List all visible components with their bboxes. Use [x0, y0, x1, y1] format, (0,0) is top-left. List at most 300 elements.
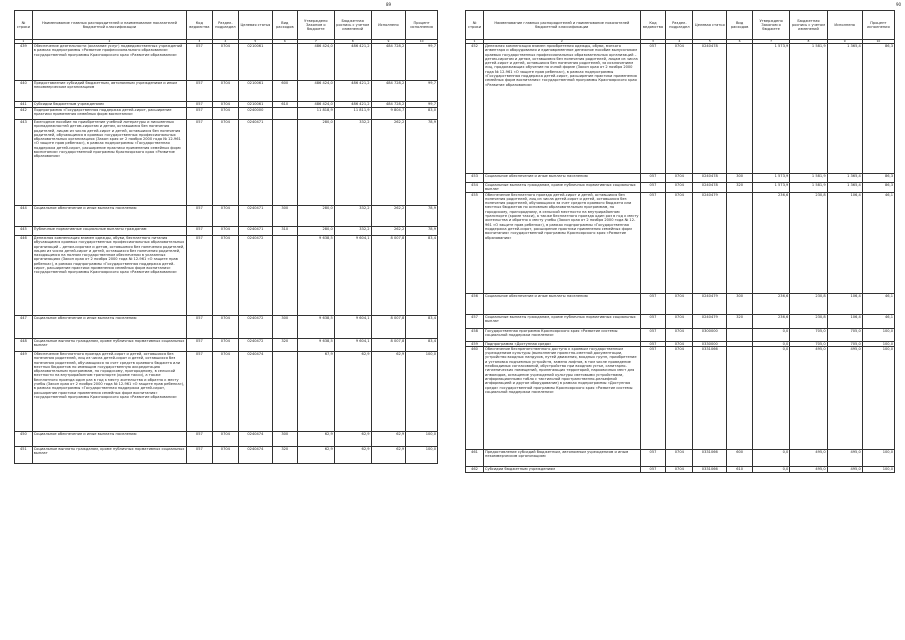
- expense-type-cell: 320: [272, 447, 297, 464]
- razdel-cell: 0704: [212, 102, 239, 108]
- budget-list-cell: 62,9: [334, 352, 371, 432]
- expense-type-cell: 300: [727, 174, 753, 183]
- razdel-cell: 0704: [666, 466, 693, 472]
- column-number: 4: [666, 40, 693, 44]
- budget-list-cell: 332,2: [334, 120, 371, 206]
- approved-amount-cell: 0,0: [752, 346, 789, 449]
- table-row: [466, 174, 895, 183]
- column-header: Целевая статья: [239, 11, 272, 40]
- expense-type-cell: [272, 236, 297, 316]
- razdel-cell: 0704: [212, 206, 239, 227]
- column-number: 8: [790, 40, 827, 44]
- razdel-cell: 0704: [666, 192, 693, 293]
- percent-cell: 83,4: [406, 236, 438, 316]
- row-number-cell: 444: [15, 206, 33, 227]
- target-article-cell: 0240479: [693, 293, 727, 314]
- approved-amount-cell: 62,9: [297, 447, 334, 464]
- page-number: 90: [896, 2, 902, 7]
- approved-amount-cell: 280,0: [297, 227, 334, 236]
- row-number-cell: 461: [466, 449, 484, 466]
- column-number: 2: [32, 40, 186, 44]
- razdel-cell: 0704: [212, 227, 239, 236]
- razdel-cell: 0704: [212, 447, 239, 464]
- executed-cell: 62,9: [371, 352, 406, 432]
- ved-code-cell: 057: [187, 102, 212, 108]
- razdel-cell: 0704: [212, 236, 239, 316]
- expense-type-cell: 610: [272, 102, 297, 108]
- expense-type-cell: 320: [272, 339, 297, 352]
- approved-amount-cell: 0,0: [752, 449, 789, 466]
- razdel-cell: 0704: [212, 81, 239, 102]
- budget-table: [465, 10, 895, 473]
- budget-list-cell: 486 421,2: [334, 81, 371, 102]
- budget-list-cell: 495,0: [790, 449, 827, 466]
- name-cell: Обеспечение бесплатного проезда детей-сирот и детей, оставшихся без попечения родителей, лиц из числа детей-сирот и детей, оставшихся без попечения родителей, обучающихся за счет средств краевого бюджета или местных бюджетов по основным образовательным программам, по городскому, пригородному, в сельской местности на внутрирайонном транспорте (кроме такси), а также бесплатного проезда один раз в год к месту жительства и обратно к месту учебы (Закон края от 2 ноября 2000 года № 12-961 «О защите прав ребенка»), в рамках подпрограммы «Государственная поддержка детей-сирот, расширение практики применения семейных форм воспитания» государственной программы Красноярского края «Развитие образования»: [484, 192, 641, 293]
- name-cell: Социальные выплаты гражданам, кроме публичных нормативных социальных выплат: [32, 447, 186, 464]
- table-row: [15, 236, 438, 316]
- executed-cell: 62,9: [371, 432, 406, 447]
- column-number: 7: [297, 40, 334, 44]
- ved-code-cell: 057: [640, 328, 666, 341]
- expense-type-cell: [727, 346, 753, 449]
- approved-amount-cell: 0,0: [752, 341, 789, 346]
- ved-code-cell: 057: [640, 449, 666, 466]
- budget-list-cell: 495,0: [790, 466, 827, 472]
- ved-code-cell: 057: [187, 206, 212, 227]
- executed-cell: 484 728,2: [371, 81, 406, 102]
- razdel-cell: 0704: [212, 316, 239, 339]
- expense-type-cell: [272, 120, 297, 206]
- ved-code-cell: 057: [187, 447, 212, 464]
- executed-cell: 1 365,4: [827, 183, 862, 193]
- approved-amount-cell: 9 638,5: [297, 316, 334, 339]
- approved-amount-cell: 280,0: [297, 120, 334, 206]
- table-row: [15, 120, 438, 206]
- executed-cell: 484 728,2: [371, 44, 406, 81]
- row-number-cell: 459: [466, 341, 484, 346]
- right-document-page: [462, 0, 905, 640]
- name-cell: Ежегодное пособие на приобретение учебной литературы и письменных принадлежностей детям-сиротам и детям, оставшимся без попечения родителей, лицам из числа детей-сирот и детей, оставшихся без попечения родителей, обучающимся в краевых государственных профессиональных образовательных организациях (Закон края от 2 ноября 2000 года № 12-961 «О защите прав ребенка»), в рамках подпрограммы «Государственная поддержка детей-сирот, расширение практики применения семейных форм воспитания» государственной программы Красноярского края «Развитие образования»: [32, 120, 186, 206]
- row-number-cell: 441: [15, 102, 33, 108]
- ved-code-cell: 057: [187, 432, 212, 447]
- name-cell: Социальное обеспечение и иные выплаты населению: [32, 432, 186, 447]
- budget-list-cell: 230,8: [790, 314, 827, 328]
- target-article-cell: 0330000: [693, 341, 727, 346]
- budget-list-cell: 9 604,1: [334, 316, 371, 339]
- name-cell: Обеспечение бесплатного проезда детей-сирот и детей, оставшихся без попечения родителей, лиц из числа детей-сирот и детей, оставшихся без попечения родителей, обучающихся за счет средств краевого бюджета или местных бюджетов по имеющим государственную аккредитацию образовательным программам, по городскому, пригородному, в сельской местности на внутрирайонном транспорте (кроме такси), а также бесплатного проезда один раз в год к месту жительства и обратно к месту учебы (Закон края от 2 ноября 2000 года № 12-961 «О защите прав ребенка»), в рамках подпрограммы «Государственная поддержка детей-сирот, расширение практики применения семейных форм воспитания» государственной программы Красноярского края «Развитие образования»: [32, 352, 186, 432]
- column-number: 1: [15, 40, 33, 44]
- ved-code-cell: 057: [640, 341, 666, 346]
- name-cell: Денежная компенсация взамен приобретения одежды, обуви, мягкого инвентаря и оборудования и единовременное денежное пособие выпускникам краевых государственных профессиональных образовательных организаций – детям-сиротам и детям, оставшимся без попечения родителей, лицам из числа детей-сирот и детей, оставшихся без попечения родителей, за исключением лиц, продолжающих обучение по очной форме (Закон края от 2 ноября 2000 года № 12-961 «О защите прав ребенка»), в рамках подпрограммы «Государственная поддержка детей-сирот, расширение практики применения семейных форм воспитания» государственной программы Красноярского края «Развитие образования»: [484, 44, 641, 174]
- percent-cell: 78,9: [406, 227, 438, 236]
- name-cell: Предоставление субсидий бюджетным, автономным учреждениям и иным некоммерческим организациям: [484, 449, 641, 466]
- name-cell: Обеспечение деятельности (оказание услуг) подведомственных учреждений в рамках подпрограммы «Развитие профессионального образования» государственной программы Красноярского края «Развитие образования»: [32, 44, 186, 81]
- executed-cell: 106,4: [827, 293, 862, 314]
- percent-cell: 100,0: [862, 449, 894, 466]
- row-number-cell: 452: [466, 44, 484, 174]
- executed-cell: 262,2: [371, 206, 406, 227]
- column-header: Целевая статья: [693, 11, 727, 40]
- name-cell: Социальное обеспечение и иные выплаты населению: [32, 316, 186, 339]
- column-header: Вид расходов: [272, 11, 297, 40]
- name-cell: Социальное обеспечение и иные выплаты населению: [484, 293, 641, 314]
- razdel-cell: 0704: [666, 341, 693, 346]
- expense-type-cell: [272, 44, 297, 81]
- ved-code-cell: 057: [640, 293, 666, 314]
- executed-cell: 1 365,4: [827, 174, 862, 183]
- percent-cell: 86,3: [862, 174, 894, 183]
- column-number: 2: [484, 40, 641, 44]
- row-number-cell: 447: [15, 316, 33, 339]
- row-number-cell: 440: [15, 81, 33, 102]
- executed-cell: 8 007,8: [371, 316, 406, 339]
- expense-type-cell: 300: [272, 316, 297, 339]
- target-article-cell: 0240471: [239, 227, 272, 236]
- budget-list-cell: 486 421,2: [334, 44, 371, 81]
- razdel-cell: 0704: [666, 346, 693, 449]
- razdel-cell: 0704: [666, 449, 693, 466]
- row-number-cell: 451: [15, 447, 33, 464]
- executed-cell: 262,2: [371, 227, 406, 236]
- target-article-cell: 0240478: [693, 183, 727, 193]
- name-cell: Обеспечение беспрепятственного доступа к краевым государственным учреждениям культуры (выполнение проектно-сметной документации, устройство входных пандусов, путей движения, входных групп, приобретение и установка подъемных устройств, замена лифтов, в том числе проведение необходимых согласований, обустройство при входном устье, санитарно-гигиенических помещений, прилегающих территорий, парковочных мест для инвалидов, оснащение учреждений культуры световыми устройствами, информационными табло с тактильной пространственно-рельефной информацией и другое оборудование) в рамках подпрограммы «Доступная среда» государственной программы Красноярского края «Развитие системы социальной поддержки населения»: [484, 346, 641, 449]
- table-row: [15, 44, 438, 81]
- budget-list-cell: 332,2: [334, 227, 371, 236]
- column-header: Раздел-подраздел: [666, 11, 693, 40]
- expense-type-cell: [727, 44, 753, 174]
- razdel-cell: 0704: [212, 339, 239, 352]
- table-row: [15, 352, 438, 432]
- expense-type-cell: 610: [727, 466, 753, 472]
- target-article-cell: 0240472: [239, 339, 272, 352]
- approved-amount-cell: 62,9: [297, 432, 334, 447]
- ved-code-cell: 057: [640, 466, 666, 472]
- table-body: [466, 44, 895, 473]
- expense-type-cell: 320: [727, 183, 753, 193]
- name-cell: Денежная компенсация взамен одежды, обуви, бесплатного питания обучающимся краевых государственных профессиональных образовательных организаций – детям-сиротам и детям, оставшимся без попечения родителей, лицам из числа детей-сирот и детей, оставшихся без попечения родителей, находящимся на полном государственном обеспечении в указанных организациях (Закон края от 2 ноября 2000 года № 12-961 «О защите прав ребенка»), в рамках подпрограммы «Государственная поддержка детей-сирот, расширение практики применения семейных форм воспитания» государственной программы Красноярского края «Развитие образования»: [32, 236, 186, 316]
- budget-list-cell: 230,8: [790, 192, 827, 293]
- expense-type-cell: 600: [727, 449, 753, 466]
- column-number: 9: [371, 40, 406, 44]
- ved-code-cell: 057: [187, 108, 212, 120]
- percent-cell: 100,0: [406, 432, 438, 447]
- column-number: 6: [272, 40, 297, 44]
- name-cell: Субсидии бюджетным учреждениям: [32, 102, 186, 108]
- approved-amount-cell: 280,0: [297, 206, 334, 227]
- table-row: [15, 227, 438, 236]
- table-row: [466, 293, 895, 314]
- razdel-cell: 0704: [666, 328, 693, 341]
- ved-code-cell: 057: [640, 192, 666, 293]
- ved-code-cell: 057: [187, 352, 212, 432]
- row-number-cell: 454: [466, 183, 484, 193]
- table-row: [15, 81, 438, 102]
- table-header-row: [15, 11, 438, 40]
- target-article-cell: 0331066: [693, 449, 727, 466]
- razdel-cell: 0704: [212, 120, 239, 206]
- budget-list-cell: 9 604,1: [334, 236, 371, 316]
- percent-cell: 99,7: [406, 102, 438, 108]
- percent-cell: 46,1: [862, 293, 894, 314]
- target-article-cell: 0210061: [239, 102, 272, 108]
- table-row: [15, 447, 438, 464]
- executed-cell: 495,0: [827, 466, 862, 472]
- target-article-cell: 0240478: [693, 44, 727, 174]
- column-header: Исполнено: [827, 11, 862, 40]
- row-number-cell: 439: [15, 44, 33, 81]
- expense-type-cell: 300: [727, 293, 753, 314]
- name-cell: Социальное обеспечение и иные выплаты населению: [32, 206, 186, 227]
- percent-cell: 100,0: [862, 466, 894, 472]
- percent-cell: 86,3: [862, 183, 894, 193]
- executed-cell: 8 007,8: [371, 339, 406, 352]
- table-row: [466, 44, 895, 174]
- expense-type-cell: 600: [272, 81, 297, 102]
- column-header: № строки: [466, 11, 484, 40]
- ved-code-cell: 057: [187, 236, 212, 316]
- table-row: [15, 316, 438, 339]
- ved-code-cell: 057: [187, 120, 212, 206]
- column-number: 5: [239, 40, 272, 44]
- executed-cell: 262,2: [371, 120, 406, 206]
- column-header: Утверждено Законом о бюджете: [752, 11, 789, 40]
- name-cell: Социальные выплаты гражданам, кроме публичных нормативных социальных выплат: [484, 314, 641, 328]
- approved-amount-cell: 486 424,0: [297, 81, 334, 102]
- table-row: [15, 206, 438, 227]
- percent-cell: 46,1: [862, 192, 894, 293]
- budget-table: [14, 10, 438, 464]
- table-row: [466, 449, 895, 466]
- column-number: 6: [727, 40, 753, 44]
- row-number-cell: 445: [15, 227, 33, 236]
- percent-cell: 100,0: [406, 352, 438, 432]
- name-cell: Государственная программа Красноярского края «Развитие системы социальной поддержки населения»: [484, 328, 641, 341]
- executed-cell: 495,0: [827, 346, 862, 449]
- target-article-cell: 0240479: [693, 314, 727, 328]
- razdel-cell: 0704: [666, 174, 693, 183]
- percent-cell: 99,7: [406, 44, 438, 81]
- expense-type-cell: [727, 192, 753, 293]
- page-number: 89: [386, 2, 392, 7]
- approved-amount-cell: 236,6: [752, 192, 789, 293]
- target-article-cell: 0331066: [693, 346, 727, 449]
- column-number: 10: [406, 40, 438, 44]
- table-row: [466, 192, 895, 293]
- column-header: № строки: [15, 11, 33, 40]
- ved-code-cell: 057: [640, 314, 666, 328]
- percent-cell: 78,9: [406, 206, 438, 227]
- approved-amount-cell: 1 573,9: [752, 183, 789, 193]
- name-cell: Подпрограмма «Доступная среда»: [484, 341, 641, 346]
- column-number: 4: [212, 40, 239, 44]
- budget-list-cell: 486 421,2: [334, 102, 371, 108]
- approved-amount-cell: 486 424,0: [297, 44, 334, 81]
- executed-cell: 62,9: [371, 447, 406, 464]
- target-article-cell: 0240471: [239, 120, 272, 206]
- executed-cell: 495,0: [827, 449, 862, 466]
- name-cell: Предоставление субсидий бюджетным, автономным учреждениям и иным некоммерческим организациям: [32, 81, 186, 102]
- row-number-cell: 448: [15, 339, 33, 352]
- percent-cell: 46,1: [862, 314, 894, 328]
- column-number: 7: [752, 40, 789, 44]
- column-number: 3: [640, 40, 666, 44]
- ved-code-cell: 057: [187, 227, 212, 236]
- table-row: [466, 314, 895, 328]
- ved-code-cell: 057: [187, 316, 212, 339]
- row-number-cell: 446: [15, 236, 33, 316]
- approved-amount-cell: 11 818,9: [297, 108, 334, 120]
- table-row: [466, 328, 895, 341]
- expense-type-cell: [727, 328, 753, 341]
- ved-code-cell: 057: [187, 81, 212, 102]
- row-number-cell: 449: [15, 352, 33, 432]
- executed-cell: 106,4: [827, 192, 862, 293]
- budget-list-cell: 705,0: [790, 328, 827, 341]
- razdel-cell: 0704: [212, 44, 239, 81]
- approved-amount-cell: 486 424,0: [297, 102, 334, 108]
- ved-code-cell: 057: [640, 174, 666, 183]
- column-header: Наименование главных распорядителей и наименование показателей бюджетной классификации: [484, 11, 641, 40]
- left-document-page: [0, 0, 452, 640]
- table-row: [466, 466, 895, 472]
- executed-cell: 484 728,2: [371, 102, 406, 108]
- table-row: [15, 339, 438, 352]
- expense-type-cell: [272, 108, 297, 120]
- target-article-cell: 0240474: [239, 352, 272, 432]
- column-header: Раздел-подраздел: [212, 11, 239, 40]
- column-number: 10: [862, 40, 894, 44]
- column-number: 5: [693, 40, 727, 44]
- budget-list-cell: 1 581,9: [790, 183, 827, 193]
- name-cell: Публичные нормативные социальные выплаты гражданам: [32, 227, 186, 236]
- target-article-cell: 0210061: [239, 44, 272, 81]
- column-header: Код ведомства: [187, 11, 212, 40]
- approved-amount-cell: 9 638,5: [297, 339, 334, 352]
- expense-type-cell: 320: [727, 314, 753, 328]
- expense-type-cell: 300: [272, 432, 297, 447]
- name-cell: Социальные выплаты гражданам, кроме публичных нормативных социальных выплат: [484, 183, 641, 193]
- ved-code-cell: 057: [640, 346, 666, 449]
- budget-list-cell: 1 581,9: [790, 174, 827, 183]
- percent-cell: 78,9: [406, 120, 438, 206]
- table-row: [466, 183, 895, 193]
- razdel-cell: 0704: [212, 108, 239, 120]
- approved-amount-cell: 0,0: [752, 328, 789, 341]
- row-number-cell: 450: [15, 432, 33, 447]
- percent-cell: 99,7: [406, 81, 438, 102]
- table-row: [15, 108, 438, 120]
- executed-cell: 705,0: [827, 341, 862, 346]
- ved-code-cell: 057: [187, 339, 212, 352]
- name-cell: Социальные выплаты гражданам, кроме публичных нормативных социальных выплат: [32, 339, 186, 352]
- razdel-cell: 0704: [666, 293, 693, 314]
- name-cell: Субсидии бюджетным учреждениям: [484, 466, 641, 472]
- column-number: 9: [827, 40, 862, 44]
- ved-code-cell: 057: [640, 183, 666, 193]
- percent-cell: 100,0: [862, 346, 894, 449]
- column-header: Код ведомства: [640, 11, 666, 40]
- target-article-cell: 0240472: [239, 316, 272, 339]
- razdel-cell: 0704: [666, 314, 693, 328]
- column-header: Утверждено Законом о бюджете: [297, 11, 334, 40]
- row-number-cell: 460: [466, 346, 484, 449]
- percent-cell: 100,0: [862, 328, 894, 341]
- row-number-cell: 455: [466, 192, 484, 293]
- approved-amount-cell: 1 573,9: [752, 44, 789, 174]
- percent-cell: 83,0: [406, 108, 438, 120]
- percent-cell: 86,3: [862, 44, 894, 174]
- row-number-cell: 458: [466, 328, 484, 341]
- column-number: 1: [466, 40, 484, 44]
- column-header: Процент исполнения: [862, 11, 894, 40]
- row-number-cell: 442: [15, 108, 33, 120]
- target-article-cell: 0210061: [239, 81, 272, 102]
- column-header: Бюджетная роспись с учетом изменений: [790, 11, 827, 40]
- target-article-cell: 0331066: [693, 466, 727, 472]
- column-number: 3: [187, 40, 212, 44]
- row-number-cell: 453: [466, 174, 484, 183]
- name-cell: Социальное обеспечение и иные выплаты населению: [484, 174, 641, 183]
- target-article-cell: 0240479: [693, 192, 727, 293]
- row-number-cell: 457: [466, 314, 484, 328]
- target-article-cell: 0300000: [693, 328, 727, 341]
- target-article-cell: 0240478: [693, 174, 727, 183]
- executed-cell: 1 365,4: [827, 44, 862, 174]
- column-header: Бюджетная роспись с учетом изменений: [334, 11, 371, 40]
- row-number-cell: 456: [466, 293, 484, 314]
- percent-cell: 83,4: [406, 339, 438, 352]
- approved-amount-cell: 0,0: [752, 466, 789, 472]
- approved-amount-cell: 1 573,9: [752, 174, 789, 183]
- razdel-cell: 0704: [212, 352, 239, 432]
- table-header-row: [466, 11, 895, 40]
- executed-cell: 8 007,8: [371, 236, 406, 316]
- column-header: Процент исполнения: [406, 11, 438, 40]
- target-article-cell: 0240471: [239, 206, 272, 227]
- table-row: [466, 346, 895, 449]
- ved-code-cell: 057: [187, 44, 212, 81]
- table-row: [15, 432, 438, 447]
- budget-list-cell: 1 581,9: [790, 44, 827, 174]
- target-article-cell: 0240474: [239, 432, 272, 447]
- target-article-cell: 0240472: [239, 236, 272, 316]
- approved-amount-cell: 67,9: [297, 352, 334, 432]
- razdel-cell: 0704: [666, 44, 693, 174]
- expense-type-cell: 300: [272, 206, 297, 227]
- executed-cell: 9 804,7: [371, 108, 406, 120]
- target-article-cell: 0240474: [239, 447, 272, 464]
- name-cell: Подпрограмма «Государственная поддержка детей-сирот, расширение практики применения семейных форм воспитания»: [32, 108, 186, 120]
- target-article-cell: 0240000: [239, 108, 272, 120]
- approved-amount-cell: 9 638,5: [297, 236, 334, 316]
- column-header: Исполнено: [371, 11, 406, 40]
- column-header: Наименование главных распорядителей и наименование показателей бюджетной классификации: [32, 11, 186, 40]
- row-number-cell: 443: [15, 120, 33, 206]
- row-number-cell: 462: [466, 466, 484, 472]
- razdel-cell: 0704: [212, 432, 239, 447]
- budget-list-cell: 230,8: [790, 293, 827, 314]
- budget-list-cell: 705,0: [790, 341, 827, 346]
- percent-cell: 100,0: [406, 447, 438, 464]
- expense-type-cell: 310: [272, 227, 297, 236]
- budget-list-cell: 62,9: [334, 432, 371, 447]
- approved-amount-cell: 236,6: [752, 293, 789, 314]
- approved-amount-cell: 236,6: [752, 314, 789, 328]
- budget-list-cell: 11 811,9: [334, 108, 371, 120]
- budget-list-cell: 495,0: [790, 346, 827, 449]
- column-number: 8: [334, 40, 371, 44]
- executed-cell: 106,4: [827, 314, 862, 328]
